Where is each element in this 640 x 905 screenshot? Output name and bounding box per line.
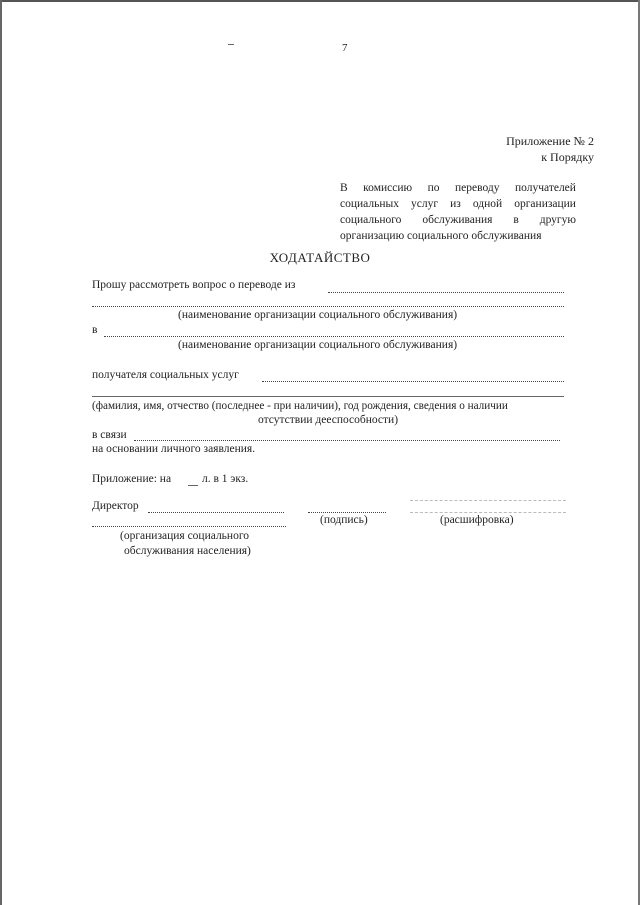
org-from-field[interactable] (328, 292, 564, 293)
decode-caption: (расшифровка) (440, 514, 514, 526)
addressee-word: социальных (340, 198, 399, 210)
reason-field[interactable] (134, 440, 560, 441)
request-text: Прошу рассмотреть вопрос о переводе из (92, 279, 296, 291)
signature-caption: (подпись) (320, 514, 368, 526)
person-caption-2: отсутствии дееспособности) (258, 414, 399, 426)
addressee-word: организацию социального обслуживания (340, 230, 542, 242)
org-caption-line2: обслуживания населения) (124, 545, 251, 557)
page-left-edge (0, 0, 2, 905)
addressee-word: другую (539, 214, 576, 226)
addressee-word: комиссию (363, 182, 413, 194)
addressee-line (340, 180, 576, 196)
attachment-pages-field[interactable] (188, 485, 198, 486)
org-name-field[interactable] (92, 526, 286, 527)
addressee-word: из (450, 198, 461, 210)
org-caption-1: (наименование организации социального обслуживания) (178, 309, 458, 321)
signature-field[interactable] (308, 512, 386, 513)
addressee-word: социального (340, 214, 402, 226)
appendix-reference: к Порядку (541, 150, 594, 164)
org-caption-line1: (организация социального (120, 530, 250, 542)
addressee-word: услуг (411, 198, 439, 210)
decode-field[interactable] (410, 512, 566, 513)
org-from-field-line2[interactable] (92, 306, 564, 307)
recipient-field-line2[interactable] (92, 396, 564, 397)
addressee-word: обслуживания (422, 214, 493, 226)
addressee-word: переводу (455, 182, 500, 194)
decode-field-top (410, 500, 566, 501)
org-to-field[interactable] (104, 336, 564, 337)
appendix-number: Приложение № 2 (506, 134, 594, 148)
to-prefix: в (92, 324, 98, 336)
basis-text: на основании личного заявления. (92, 443, 256, 455)
addressee-word: получателей (514, 182, 576, 194)
addressee-word: по (427, 182, 440, 194)
addressee-line (340, 228, 576, 244)
addressee-line (340, 196, 576, 212)
addressee-word: в (513, 214, 519, 226)
addressee-word: В (340, 182, 348, 194)
attachment-suffix: л. в 1 экз. (202, 473, 249, 485)
page-number: 7 (342, 42, 348, 54)
dash-mark (228, 44, 234, 45)
addressee-block (340, 180, 576, 244)
person-caption-1: (фамилия, имя, отчество (последнее - при наличии), год рождения, сведения о наличии (92, 400, 508, 412)
addressee-line (340, 212, 576, 228)
page-top-edge (0, 0, 640, 2)
org-caption-2: (наименование организации социального обслуживания) (178, 339, 458, 351)
addressee-word: организации (514, 198, 576, 210)
director-label: Директор (92, 500, 139, 512)
document-title: ХОДАТАЙСТВО (269, 250, 371, 265)
addressee-word: одной (472, 198, 503, 210)
recipient-label: получателя социальных услуг (92, 369, 239, 381)
reason-prefix: в связи (92, 429, 127, 441)
attachment-prefix: Приложение: на (92, 473, 172, 485)
recipient-field[interactable] (262, 381, 564, 382)
director-field[interactable] (148, 512, 284, 513)
